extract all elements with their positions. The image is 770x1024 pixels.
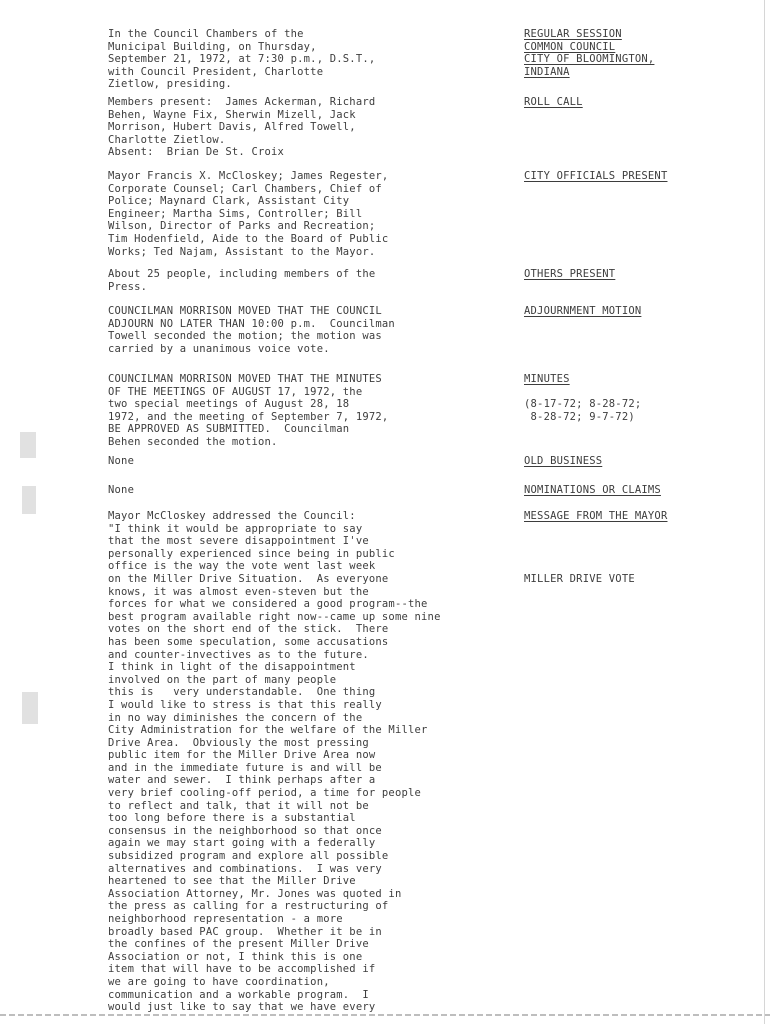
margin-heading-line: ADJOURNMENT MOTION — [524, 305, 642, 317]
margin-heading-line: MESSAGE FROM THE MAYOR — [524, 510, 668, 522]
margin-heading-line: REGULAR SESSION — [524, 28, 622, 40]
paragraph-7 — [108, 484, 520, 497]
text-line: on the Miller Drive Situation. As everyone — [108, 572, 389, 585]
text-line: Press. — [108, 280, 148, 293]
paragraph-0 — [108, 28, 520, 91]
text-line: Behen seconded the motion. — [108, 435, 278, 448]
text-line: "I think it would be appropriate to say — [108, 522, 363, 535]
text-line: Towell seconded the motion; the motion was — [108, 330, 382, 343]
text-line: consensus in the neighborhood so that once — [108, 824, 382, 837]
text-line: with Council President, Charlotte — [108, 65, 324, 78]
paragraph-6 — [108, 455, 520, 468]
text-line: I think in light of the disappointment — [108, 661, 356, 674]
text-line: involved on the part of many people — [108, 673, 337, 686]
text-line: carried by a unanimous voice vote. — [108, 342, 330, 355]
text-line: two special meetings of August 28, 18 — [108, 398, 350, 411]
text-line: subsidized program and explore all possible — [108, 850, 389, 863]
text-line: Municipal Building, on Thursday, — [108, 40, 317, 53]
text-line: Engineer; Martha Sims, Controller; Bill — [108, 207, 363, 220]
text-line: Absent: Brian De St. Croix — [108, 146, 285, 159]
text-line: Mayor McCloskey addressed the Council: — [108, 510, 356, 522]
margin-heading-line — [524, 560, 760, 573]
margin-heading-1 — [524, 96, 760, 109]
margin-heading-line: CITY OF BLOOMINGTON, — [524, 53, 655, 66]
text-line: Association Attorney, Mr. Jones was quoted in — [108, 887, 402, 900]
text-line: None — [108, 484, 135, 496]
text-line: the press as calling for a restructuring of — [108, 900, 389, 913]
text-line: the confines of the present Miller Drive — [108, 938, 369, 951]
text-line: Members present: James Ackerman, Richard — [108, 96, 376, 108]
text-line: BE APPROVED AS SUBMITTED. Councilman — [108, 423, 350, 436]
text-line: would just like to say that we have every — [108, 1001, 376, 1014]
text-line: About 25 people, including members of the — [108, 268, 376, 280]
text-line: we are going to have coordination, — [108, 975, 330, 988]
text-line: knows, it was almost even-steven but the — [108, 585, 369, 598]
text-line: neighborhood representation - a more — [108, 913, 343, 925]
margin-heading-line: COMMON COUNCIL — [524, 40, 616, 53]
text-line: item that will have to be accomplished if — [108, 963, 376, 976]
margin-heading-line: NOMINATIONS OR CLAIMS — [524, 484, 661, 496]
margin-heading-4 — [524, 305, 760, 318]
text-line: Charlotte Zietlow. — [108, 133, 226, 146]
text-line: September 21, 1972, at 7:30 p.m., D.S.T., — [108, 53, 376, 66]
bottom-scan-rule — [0, 1014, 770, 1016]
margin-heading-line: OTHERS PRESENT — [524, 268, 616, 280]
paragraph-8 — [108, 510, 520, 1014]
text-line: again we may start going with a federally — [108, 837, 376, 850]
margin-heading-line: OLD BUSINESS — [524, 455, 603, 467]
text-line: Drive Area. Obviously the most pressing — [108, 736, 369, 749]
text-line: Corporate Counsel; Carl Chambers, Chief of — [108, 182, 382, 195]
text-line: and counter-invectives as to the future. — [108, 648, 369, 661]
text-line: I would like to stress is that this really — [108, 698, 382, 711]
margin-heading-line: (8-17-72; 8-28-72; — [524, 398, 642, 411]
paragraph-3 — [108, 268, 520, 293]
left-margin-smudge — [22, 692, 38, 724]
margin-heading-line — [524, 386, 760, 399]
text-line: forces for what we considered a good program--the — [108, 598, 428, 611]
paragraph-5 — [108, 373, 520, 449]
text-line: very brief cooling-off period, a time for people — [108, 787, 422, 800]
text-line: communication and a workable program. I — [108, 988, 369, 1001]
left-margin-smudge — [20, 432, 36, 458]
margin-heading-line: INDIANA — [524, 65, 570, 78]
text-line: water and sewer. I think perhaps after a — [108, 774, 376, 787]
margin-heading-8 — [524, 510, 760, 586]
text-line: in no way diminishes the concern of the — [108, 711, 363, 724]
text-line: public item for the Miller Drive Area now — [108, 749, 376, 762]
paragraph-4 — [108, 305, 520, 355]
text-line: Zietlow, presiding. — [108, 78, 232, 91]
margin-heading-line — [524, 523, 760, 536]
margin-heading-line — [524, 548, 760, 561]
text-line: None — [108, 455, 135, 467]
text-line: Tim Hodenfield, Aide to the Board of Public — [108, 232, 389, 245]
margin-heading-0 — [524, 28, 760, 78]
text-line: to reflect and talk, that it will not be — [108, 799, 369, 812]
text-line: 1972, and the meeting of September 7, 1972, — [108, 410, 389, 423]
text-line: this is very understandable. One thing — [108, 686, 376, 699]
text-line: heartened to see that the Miller Drive — [108, 875, 356, 888]
text-line: Behen, Wayne Fix, Sherwin Mizell, Jack — [108, 108, 356, 121]
text-line: OF THE MEETINGS OF AUGUST 17, 1972, the — [108, 385, 363, 398]
text-line: votes on the short end of the stick. There — [108, 623, 389, 636]
margin-heading-line: ROLL CALL — [524, 96, 583, 108]
margin-heading-6 — [524, 455, 760, 468]
text-line: broadly based PAC group. Whether it be in — [108, 925, 382, 938]
text-line: ADJOURN NO LATER THAN 10:00 p.m. Councilman — [108, 317, 395, 330]
text-line: City Administration for the welfare of the Miller — [108, 724, 428, 737]
text-line: Wilson, Director of Parks and Recreation; — [108, 220, 376, 233]
text-line: Morrison, Hubert Davis, Alfred Towell, — [108, 121, 356, 134]
margin-heading-3 — [524, 268, 760, 281]
margin-heading-2 — [524, 170, 760, 183]
margin-heading-line — [524, 535, 760, 548]
left-margin-smudge — [22, 486, 36, 514]
margin-heading-7 — [524, 484, 760, 497]
text-line: best program available right now--came up some nine — [108, 610, 441, 623]
paragraph-1 — [108, 96, 520, 159]
text-line: and in the immediate future is and will be — [108, 761, 382, 774]
text-line: In the Council Chambers of the — [108, 28, 304, 40]
paragraph-2 — [108, 170, 520, 258]
margin-heading-5 — [524, 373, 760, 423]
margin-heading-line: MILLER DRIVE VOTE — [524, 572, 635, 585]
margin-heading-line: CITY OFFICIALS PRESENT — [524, 170, 668, 182]
text-line: COUNCILMAN MORRISON MOVED THAT THE MINUTES — [108, 373, 382, 385]
text-line: personally experienced since being in public — [108, 547, 395, 560]
text-line: Association or not, I think this is one — [108, 950, 363, 963]
margin-heading-line: MINUTES — [524, 373, 570, 385]
text-line: Works; Ted Najam, Assistant to the Mayor. — [108, 245, 376, 258]
text-line: has been some speculation, some accusations — [108, 635, 389, 648]
text-line: too long before there is a substantial — [108, 812, 356, 825]
text-line: Police; Maynard Clark, Assistant City — [108, 195, 350, 208]
text-line: Mayor Francis X. McCloskey; James Regester, — [108, 170, 389, 182]
text-line: alternatives and combinations. I was very — [108, 862, 382, 875]
right-edge-line — [764, 0, 765, 1024]
text-line: office is the way the vote went last week — [108, 560, 376, 573]
margin-heading-line: 8-28-72; 9-7-72) — [524, 410, 635, 423]
text-line: COUNCILMAN MORRISON MOVED THAT THE COUNCIL — [108, 305, 382, 317]
text-line: that the most severe disappointment I've — [108, 535, 369, 548]
